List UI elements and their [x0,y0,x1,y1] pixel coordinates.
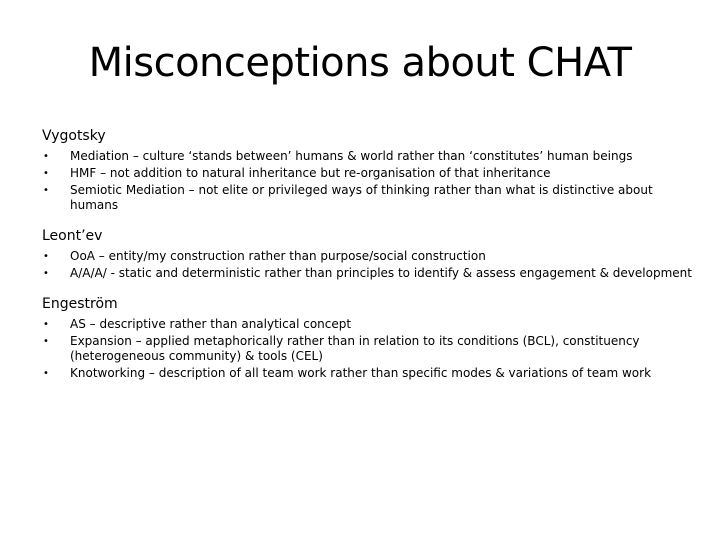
bullet-list [42,249,692,281]
bullet-text: HMF – not addition to natural inheritance but re-organisation of that inheritance [70,166,551,180]
bullet-item [42,166,692,181]
slide-title: Misconceptions about CHAT [88,40,632,86]
section-engestrom [42,295,692,381]
bullet-text: Mediation – culture ‘stands between’ humans & world rather than ‘constitutes’ human beings [70,149,633,163]
bullet-item [42,249,692,264]
slide-content [42,127,692,395]
bullet-list [42,149,692,213]
bullet-icon: • [43,319,49,330]
bullet-icon: • [43,368,49,379]
bullet-item [42,266,692,281]
bullet-item [42,366,692,381]
bullet-icon: • [43,336,49,347]
section-heading: Leont’ev [42,228,103,244]
bullet-icon: • [43,151,49,162]
bullet-item [42,334,692,364]
bullet-text: OoA – entity/my construction rather than purpose/social construction [70,249,486,263]
bullet-item [42,149,692,164]
section-vygotsky [42,127,692,213]
bullet-item [42,317,692,332]
section-heading: Vygotsky [42,128,106,144]
section-heading: Engeström [42,296,118,312]
bullet-icon: • [43,185,49,196]
bullet-icon: • [43,251,49,262]
bullet-text: Knotworking – description of all team work rather than specific modes & variations of team work [70,366,652,380]
section-leontev [42,227,692,281]
bullet-icon: • [43,168,49,179]
bullet-item [42,183,692,213]
bullet-text: Expansion – applied metaphorically rather than in relation to its conditions (BCL), constituency (heterogeneous community) & tools (CEL) [70,334,640,363]
bullet-list [42,317,692,381]
bullet-icon: • [43,268,49,279]
bullet-text: A/A/A/ - static and deterministic rather than principles to identify & assess engagement & development [70,266,692,280]
bullet-text: AS – descriptive rather than analytical concept [70,317,352,331]
bullet-text: Semiotic Mediation – not elite or privileged ways of thinking rather than what is distinctive about humans [70,183,653,212]
